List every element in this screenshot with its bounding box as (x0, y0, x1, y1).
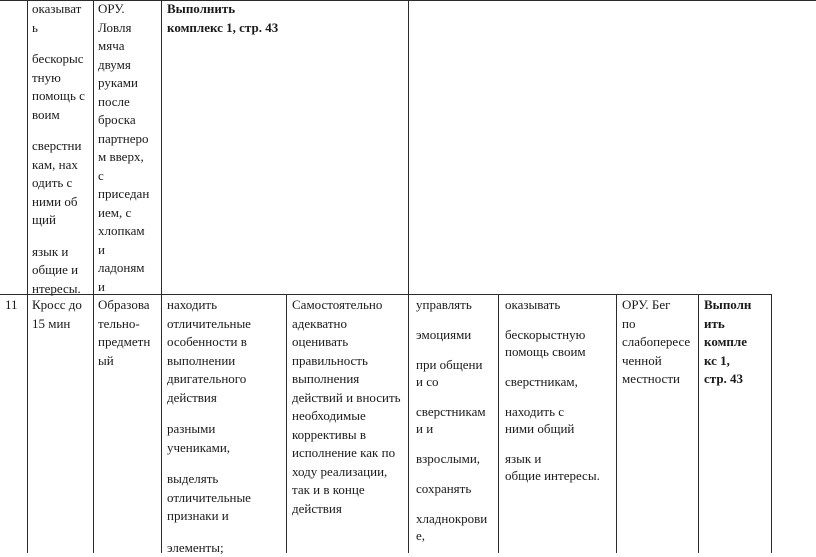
metasubject-results: Самостоятельно адекватно оценивать правильность выполнения действий и вносить необходимые коррективы в исполнение как по ходу реализации, так и в конце действия (292, 297, 401, 516)
column-divider (698, 294, 699, 553)
communicative-results: управлять эмоциями при общени и со сверстникам и и взрослыми, сохранять хладнокрови е, (416, 297, 488, 543)
lesson-number: 11 (5, 297, 18, 312)
column-divider (408, 294, 409, 553)
top-homework-cell: Выполнить комплекс 1, стр. 43 (167, 1, 279, 35)
column-divider (161, 0, 162, 553)
column-divider (27, 0, 28, 553)
lesson-homework: Выполн ить компле кс 1, стр. 43 (704, 297, 752, 386)
column-divider (93, 0, 94, 553)
column-divider (616, 294, 617, 553)
column-divider (286, 294, 287, 553)
column-divider (498, 294, 499, 553)
column-divider (408, 0, 409, 294)
top-activity-cell: ОРУ. Ловля мяча двумя руками после броска партнеро м вверх, с приседан ием, с хлопкам и ладоням и (98, 1, 150, 294)
top-personal-cell: оказыват ь бескорыс тную помощь с воим сверстни кам, нах одить с ними об щий язык и общие и нтересы. (32, 1, 85, 296)
lesson-activity: ОРУ. Бег по слабопересе ченной местности (622, 297, 691, 386)
lesson-topic: Кросс до 15 мин (32, 297, 82, 331)
personal-results: оказывать бескорыстную помощь своим сверстникам, находить с ними общий язык и общие интересы. (505, 297, 600, 483)
column-divider (771, 294, 772, 553)
lesson-type: Образова тельно- предметн ый (98, 297, 151, 368)
subject-results: находить отличительные особенности в выполнении двигательного действия разными учениками, выделять отличительные признаки и элементы; (167, 297, 251, 555)
